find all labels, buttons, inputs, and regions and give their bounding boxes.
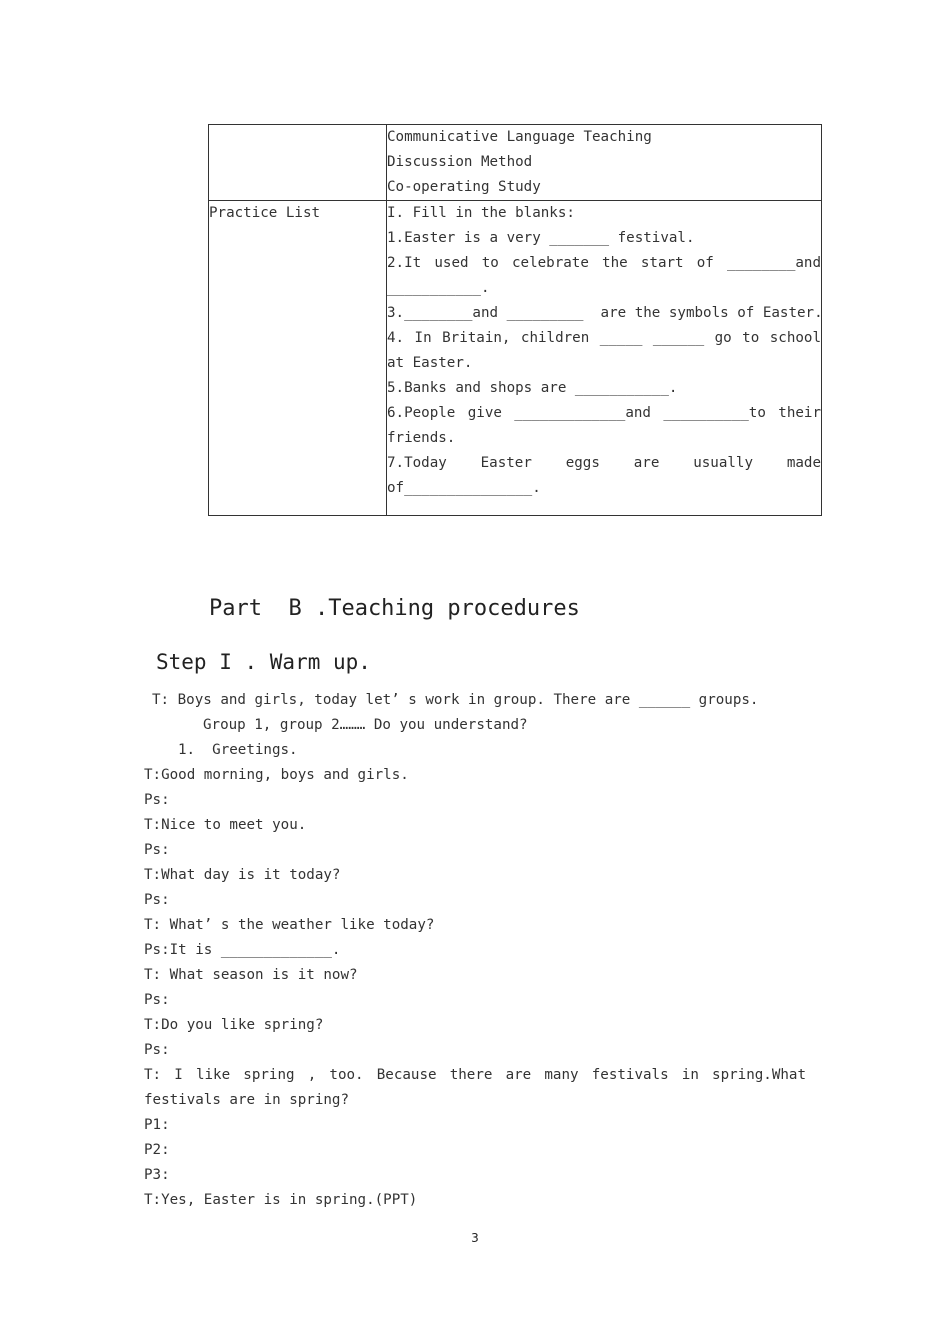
dialogue-line: T: I like spring , too. Because there are many festivals in spring.What: [144, 1067, 806, 1083]
dialogue-line: Ps:: [144, 1042, 170, 1058]
practice-line: at Easter.: [387, 355, 473, 371]
dialogue-line: Ps:: [144, 892, 170, 908]
practice-line: friends.: [387, 430, 456, 446]
intro-line: Group 1, group 2……… Do you understand?: [203, 717, 528, 733]
dialogue-line: P1:: [144, 1117, 170, 1133]
practice-line: of_______________.: [387, 480, 541, 496]
practice-line: 6.People give _____________and __________to their: [387, 405, 821, 421]
dialogue-line: P2:: [144, 1142, 170, 1158]
dialogue-line: Ps:: [144, 992, 170, 1008]
intro-line: T: Boys and girls, today let’ s work in group. There are ______ groups.: [152, 692, 759, 708]
step-heading: Step I . Warm up.: [156, 650, 371, 674]
practice-line: I. Fill in the blanks:: [387, 205, 575, 221]
dialogue-line: Ps:: [144, 792, 170, 808]
dialogue-line: T:Nice to meet you.: [144, 817, 307, 833]
practice-line: 1.Easter is a very _______ festival.: [387, 230, 695, 246]
dialogue-line: T:Do you like spring?: [144, 1017, 324, 1033]
practice-line: 3.________and _________ are the symbols of Easter.: [387, 305, 823, 321]
dialogue-line: T: What’ s the weather like today?: [144, 917, 435, 933]
dialogue-line: T:What day is it today?: [144, 867, 341, 883]
dialogue-line: Ps:: [144, 842, 170, 858]
part-heading: Part B .Teaching procedures: [209, 596, 580, 621]
dialogue-line: T: What season is it now?: [144, 967, 358, 983]
table-row: [209, 201, 822, 516]
page-number: 3: [471, 1231, 479, 1245]
dialogue-line: festivals are in spring?: [144, 1092, 349, 1108]
practice-line: 5.Banks and shops are ___________.: [387, 380, 678, 396]
table-label-cell: [209, 125, 387, 201]
section-item: 1. Greetings.: [178, 742, 298, 758]
dialogue-line: Ps:It is _____________.: [144, 942, 341, 958]
practice-list-cell: [387, 201, 822, 516]
table-row: [209, 125, 822, 201]
practice-line: ___________.: [387, 280, 490, 296]
dialogue-line: P3:: [144, 1167, 170, 1183]
practice-line: 4. In Britain, children _____ ______ go to school: [387, 330, 821, 346]
teaching-methods-cell: [387, 125, 822, 201]
practice-line: 7.Today Easter eggs are usually made: [387, 455, 821, 471]
dialogue-line: T:Yes, Easter is in spring.(PPT): [144, 1192, 418, 1208]
method-line: Communicative Language Teaching: [387, 129, 652, 145]
row-label: Practice List: [209, 205, 321, 221]
method-line: Discussion Method: [387, 154, 533, 170]
method-line: Co-operating Study: [387, 179, 541, 195]
dialogue-line: T:Good morning, boys and girls.: [144, 767, 409, 783]
practice-line: 2.It used to celebrate the start of ________and: [387, 255, 821, 271]
table-label-cell: [209, 201, 387, 516]
methods-practice-table: [208, 124, 822, 516]
